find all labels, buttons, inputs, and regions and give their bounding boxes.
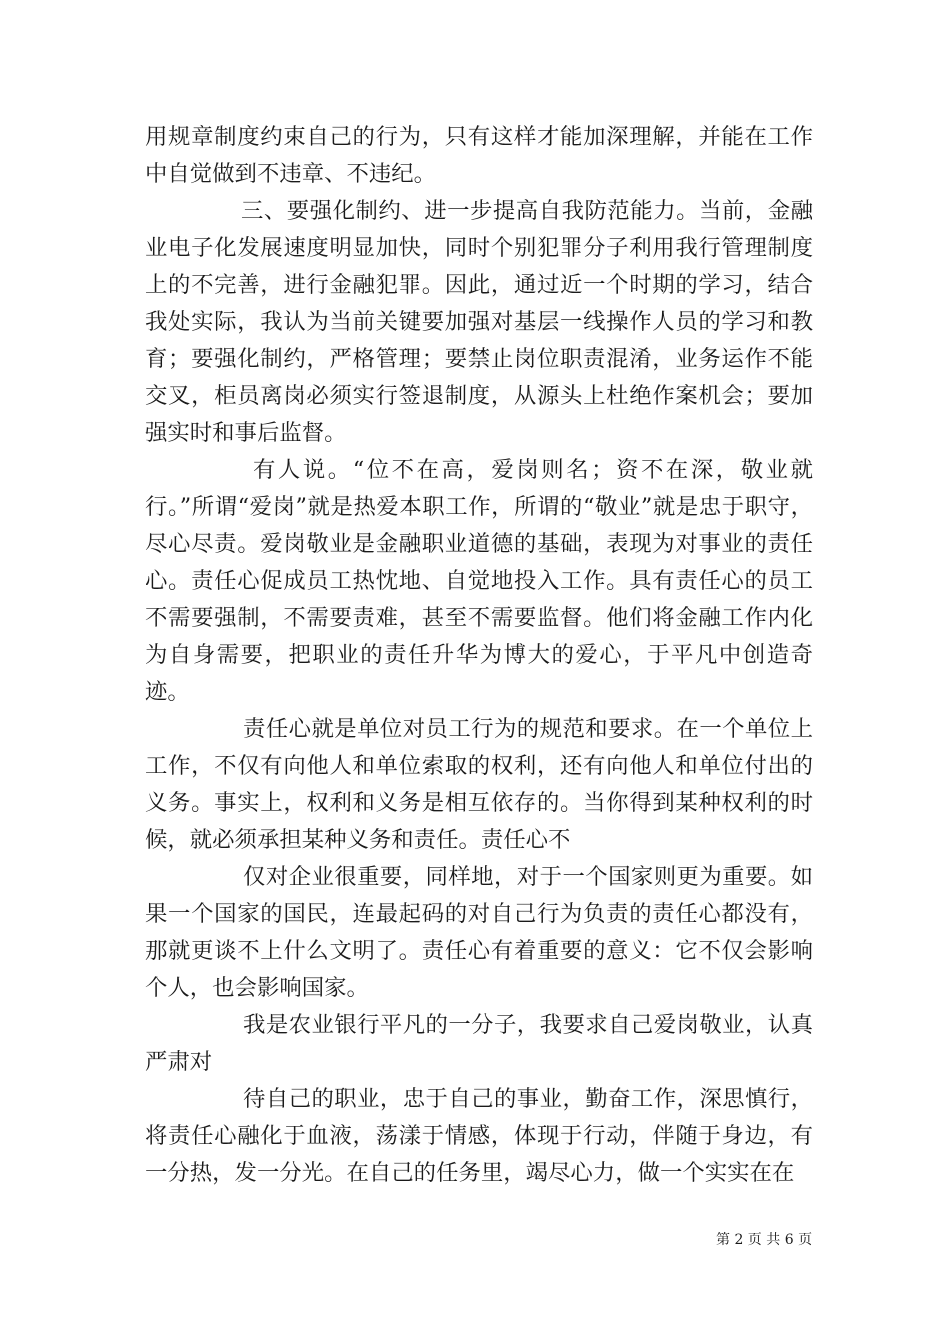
paragraph-4: 责任心就是单位对员工行为的规范和要求。在一个单位上工作，不仅有向他人和单位索取的权利，还有向他人和单位付出的义务。事实上，权利和义务是相互依存的。当你得到某种权利的时候，就必须承担某种义务和责任。责任心不	[145, 716, 813, 853]
paragraph-7: 待自己的职业，忠于自己的事业，勤奋工作，深思慎行，将责任心融化于血液，荡漾于情感，体现于行动，伴随于身边，有一分热，发一分光。在自己的任务里，竭尽心力，做一个实实在在	[145, 1086, 813, 1186]
body-text	[145, 119, 813, 1192]
paragraph-3: 有人说。“位不在高，爱岗则名；资不在深，敬业就行。”所谓“爱岗”就是热爱本职工作，所谓的“敬业”就是忠于职守，尽心尽责。爱岗敬业是金融职业道德的基础，表现为对事业的责任心。责任心促成员工热忱地、自觉地投入工作。具有责任心的员工不需要强制，不需要责难，甚至不需要监督。他们将金融工作内化为自身需要，把职业的责任升华为博大的爱心，于平凡中创造奇迹。	[145, 457, 813, 705]
page-number: 第 2 页 共 6 页	[716, 1232, 813, 1248]
paragraph-5: 仅对企业很重要，同样地，对于一个国家则更为重要。如果一个国家的国民，连最起码的对自己行为负责的责任心都没有，那就更谈不上什么文明了。责任心有着重要的意义：它不仅会影响个人，也会影响国家。	[145, 864, 813, 1001]
paragraph-1: 用规章制度约束自己的行为，只有这样才能加深理解，并能在工作中自觉做到不违章、不违纪。	[145, 124, 813, 187]
paragraph-6: 我是农业银行平凡的一分子，我要求自己爱岗敬业，认真严肃对	[145, 1012, 813, 1075]
paragraph-2: 三、要强化制约、进一步提高自我防范能力。当前，金融业电子化发展速度明显加快，同时个别犯罪分子利用我行管理制度上的不完善，进行金融犯罪。因此，通过近一个时期的学习，结合我处实际，我认为当前关键要加强对基层一线操作人员的学习和教育；要强化制约，严格管理；要禁止岗位职责混淆，业务运作不能交叉，柜员离岗必须实行签退制度，从源头上杜绝作案机会；要加强实时和事后监督。	[145, 198, 813, 446]
